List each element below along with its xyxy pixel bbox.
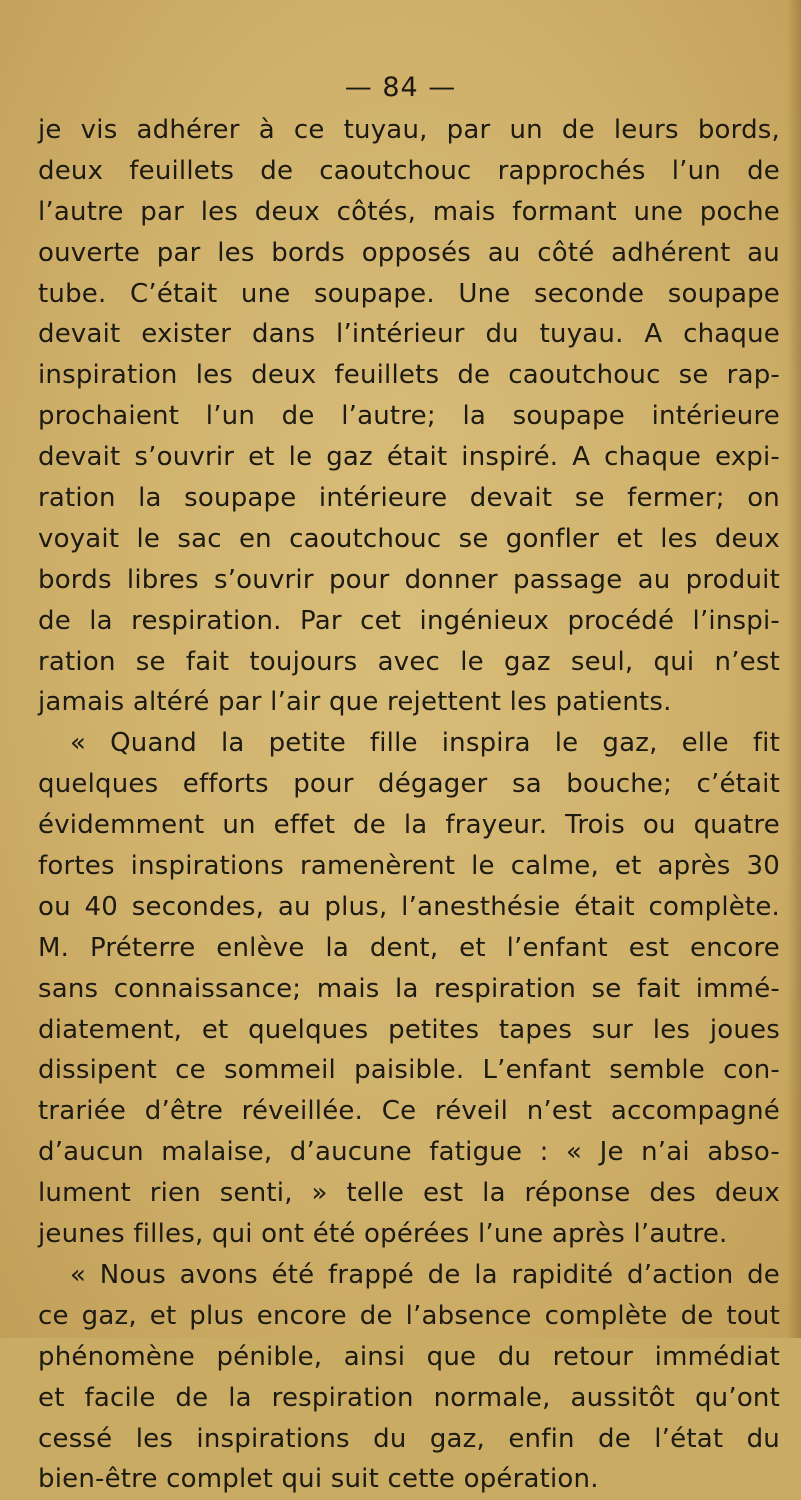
text-line: de la respiration. Par cet ingénieux procédé l’inspi- <box>38 605 780 636</box>
text-line: d’aucun malaise, d’aucune fatigue : « Je n’ai abso- <box>38 1137 780 1168</box>
text-line: devait s’ouvrir et le gaz était inspiré. A chaque expi- <box>38 442 780 473</box>
body-text <box>38 110 780 1500</box>
paragraph-start-line: « Nous avons été frappé de la rapidité d’action de <box>70 1259 780 1290</box>
text-line: ration la soupape intérieure devait se fermer; on <box>38 483 780 514</box>
text-line: fortes inspirations ramenèrent le calme, et après 30 <box>38 851 780 882</box>
text-line: prochaient l’un de l’autre; la soupape intérieure <box>38 401 780 432</box>
page-edge-shadow <box>787 0 801 1338</box>
text-line: voyait le sac en caoutchouc se gonfler et les deux <box>38 523 780 554</box>
text-line: trariée d’être réveillée. Ce réveil n’est accompagné <box>38 1096 780 1127</box>
text-line: je vis adhérer à ce tuyau, par un de leurs bords, <box>38 115 780 145</box>
text-line: bords libres s’ouvrir pour donner passage au produit <box>38 564 780 595</box>
text-line: jamais altéré par l’air que rejettent les patients. <box>38 687 672 718</box>
paragraph-start-line: « Quand la petite fille inspira le gaz, elle fit <box>70 728 780 759</box>
text-line: lument rien senti, » telle est la réponse des deux <box>38 1178 780 1209</box>
text-line: ration se fait toujours avec le gaz seul, qui n’est <box>38 646 780 677</box>
text-line: bien-être complet qui suit cette opération. <box>38 1464 599 1495</box>
text-line: l’autre par les deux côtés, mais formant une poche <box>38 196 780 227</box>
text-line: ce gaz, et plus encore de l’absence complète de tout <box>38 1300 780 1331</box>
text-line: inspiration les deux feuillets de caoutchouc se rap- <box>38 360 780 391</box>
text-line: dissipent ce sommeil paisible. L’enfant semble con- <box>38 1055 780 1086</box>
text-line: deux feuillets de caoutchouc rapprochés l’un de <box>38 155 780 186</box>
text-line: diatement, et quelques petites tapes sur les joues <box>38 1014 780 1045</box>
text-line: phénomène pénible, ainsi que du retour immédiat <box>38 1341 780 1372</box>
text-line: tube. C’était une soupape. Une seconde soupape <box>38 278 780 309</box>
text-line: jeunes filles, qui ont été opérées l’une après l’autre. <box>38 1219 728 1250</box>
text-line: cessé les inspirations du gaz, enfin de l’état du <box>38 1423 780 1454</box>
text-line: ouverte par les bords opposés au côté adhérent au <box>38 237 780 268</box>
text-line: M. Préterre enlève la dent, et l’enfant est encore <box>38 932 780 963</box>
text-line: sans connaissance; mais la respiration se fait immé- <box>38 973 780 1004</box>
text-line: quelques efforts pour dégager sa bouche; c’était <box>38 769 780 800</box>
page-number: — 84 — <box>344 72 457 103</box>
text-line: devait exister dans l’intérieur du tuyau. A chaque <box>38 319 780 350</box>
text-line: et facile de la respiration normale, aussitôt qu’ont <box>38 1382 780 1413</box>
text-line: ou 40 secondes, au plus, l’anesthésie était complète. <box>38 891 780 922</box>
text-line: évidemment un effet de la frayeur. Trois ou quatre <box>38 810 780 841</box>
